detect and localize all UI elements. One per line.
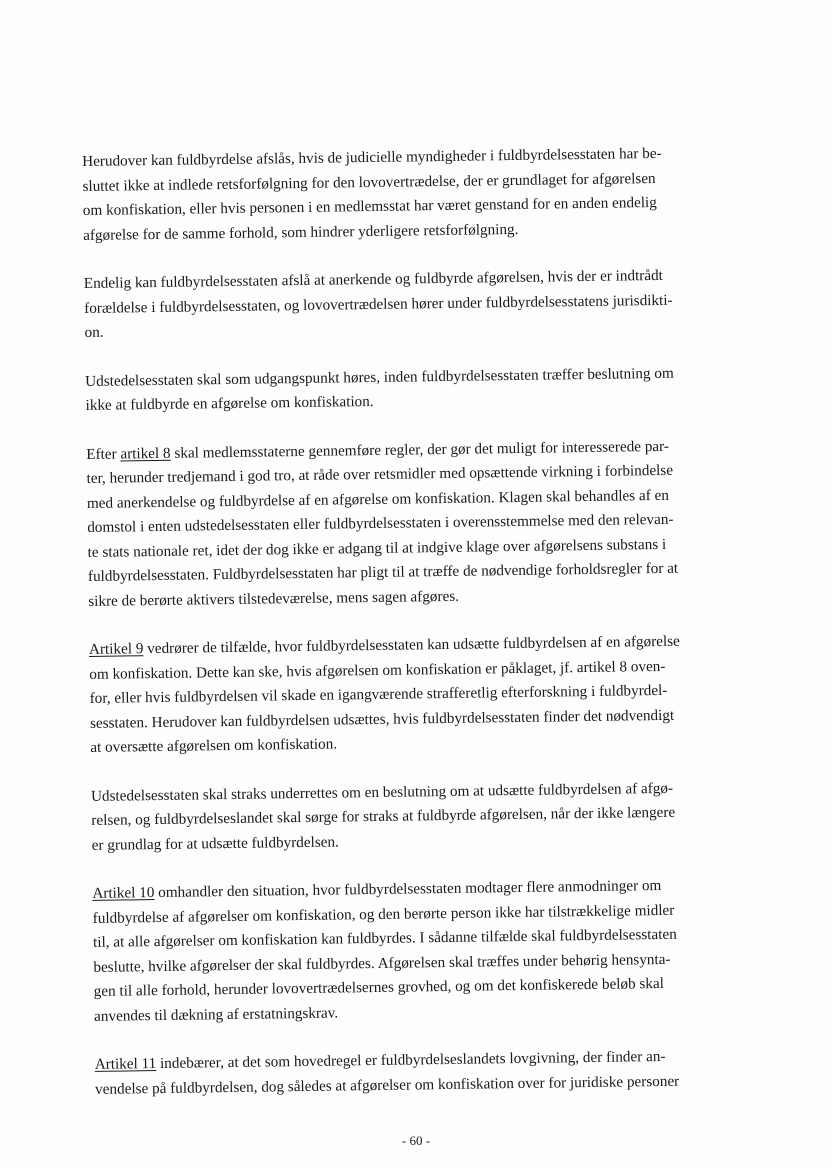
text-segment: gen til alle forhold, herunder lovovertrædelsernes grovhed, og om det konfiskerede beløb skal (93, 974, 665, 1000)
text-segment: relsen, og fuldbyrdelseslandet skal sørge for straks at fuldbyrde afgørelsen, når der ikke længere (91, 803, 676, 829)
text-segment: forældelse i fuldbyrdelsesstaten, og lovovertrædelsen hører under fuldbyrdelsesstatens jurisdikti- (84, 291, 673, 317)
text-segment: domstol i enten udstedelsesstaten eller fuldbyrdelsesstaten i overensstemmelse med den relevan- (87, 510, 674, 536)
text-segment: om konfiskation, eller hvis personen i en medlemsstat har været genstand for en anden endelig (82, 193, 657, 219)
text-segment: Udstedelsesstaten skal som udgangspunkt høres, inden fuldbyrdelsesstaten træffer beslutning om (85, 364, 674, 390)
text-segment: om konfiskation. Dette kan ske, hvis afgørelsen om konfiskation er påklaget, jf. artikel 8 oven- (89, 657, 666, 683)
text-segment: vedrører de tilfælde, hvor fuldbyrdelsesstaten kan udsætte fuldbyrdelsen af en afgørelse (143, 632, 680, 658)
article-reference: Artikel 11 (94, 1055, 157, 1073)
text-segment: Efter (86, 444, 121, 463)
paragraph (95, 1044, 756, 1102)
text-segment: Endelig kan fuldbyrdelsesstaten afslå at anerkende og fuldbyrde afgørelsen, hvis der er indtrådt (83, 266, 663, 292)
text-segment: beslutte, hvilke afgørelser der skal fuldbyrdes. Afgørelsen skal træffes under behørig hensynta- (93, 950, 671, 976)
paragraph (85, 360, 746, 418)
text-segment: er grundlag for at udsætte fuldbyrdelsen. (91, 832, 339, 854)
text-segment: omhandler den situation, hvor fuldbyrdelsesstaten modtager flere anmodninger om (154, 876, 662, 902)
article-reference: artikel 8 (120, 444, 171, 462)
text-segment: skal medlemsstaterne gennemføre regler, der gør det muligt for interesserede par- (170, 437, 670, 462)
text-segment: sluttet ikke at indlede retsforfølgning for den lovovertrædelse, der er grundlaget for afgørelsen (82, 169, 656, 195)
text-segment: on. (84, 323, 104, 341)
text-segment: ikke at fuldbyrde en afgørelse om konfiskation. (85, 392, 374, 414)
article-reference: Artikel 10 (92, 884, 155, 902)
text-segment: for, eller hvis fuldbyrdelsen vil skade en igangværende strafferetlig efterforskning i fuldbyrdel- (89, 681, 668, 707)
paragraph (86, 433, 748, 614)
paragraph (82, 141, 743, 248)
text-segment: anvendes til dækning af erstatningskrav. (93, 1004, 339, 1025)
text-segment: Udstedelsesstaten skal straks underrettes om en beslutning om at udsætte fuldbyrdelsen af afgø- (90, 779, 674, 805)
paragraph (91, 775, 752, 858)
body-text (82, 141, 756, 1126)
text-segment: te stats nationale ret, idet der dog ikke er adgang til at indgive klage over afgørelsens substans i (87, 535, 667, 561)
text-segment: fuldbyrdelsesstaten. Fuldbyrdelsesstaten har pligt til at træffe de nødvendige forholdsregler for at (87, 559, 679, 585)
text-segment: fuldbyrdelse af afgørelser om konfiskation, og den berørte person ikke har tilstrækkelige midler (92, 901, 675, 927)
paragraph (89, 629, 751, 761)
paragraph (92, 873, 754, 1029)
text-segment: ter, herunder tredjemand i god tro, at råde over retsmidler med opsættende virkning i forbindelse (86, 461, 674, 487)
text-segment: sesstaten. Herudover kan fuldbyrdelsen udsættes, hvis fuldbyrdelsesstaten finder det nødvendigt (89, 706, 675, 732)
article-reference: Artikel 9 (88, 640, 144, 658)
text-segment: Herudover kan fuldbyrdelse afslås, hvis de judicielle myndigheder i fuldbyrdelsesstaten har be- (82, 144, 662, 170)
text-segment: at oversætte afgørelsen om konfiskation. (90, 735, 338, 756)
text-segment: afgørelse for de samme forhold, som hindrer yderligere retsforfølgning. (83, 220, 519, 244)
text-segment: med anerkendelse og fuldbyrdelse af en afgørelse om konfiskation. Klagen skal behandles af en (86, 486, 669, 512)
text-segment: til, at alle afgørelser om konfiskation kan fuldbyrdes. I sådanne tilfælde skal fuldbyrdelsesstaten (92, 925, 677, 951)
paragraph (84, 263, 745, 346)
text-segment: sikre de berørte aktivers tilstedeværelse, mens sagen afgøres. (88, 587, 460, 610)
text-segment: indebærer, at det som hovedregel er fuldbyrdelseslandets lovgivning, der finder an- (156, 1047, 666, 1073)
text-segment: vendelse på fuldbyrdelsen, dog således at afgørelser om konfiskation over for juridiske personer (94, 1072, 680, 1098)
page-number: - 60 - (401, 1133, 431, 1148)
